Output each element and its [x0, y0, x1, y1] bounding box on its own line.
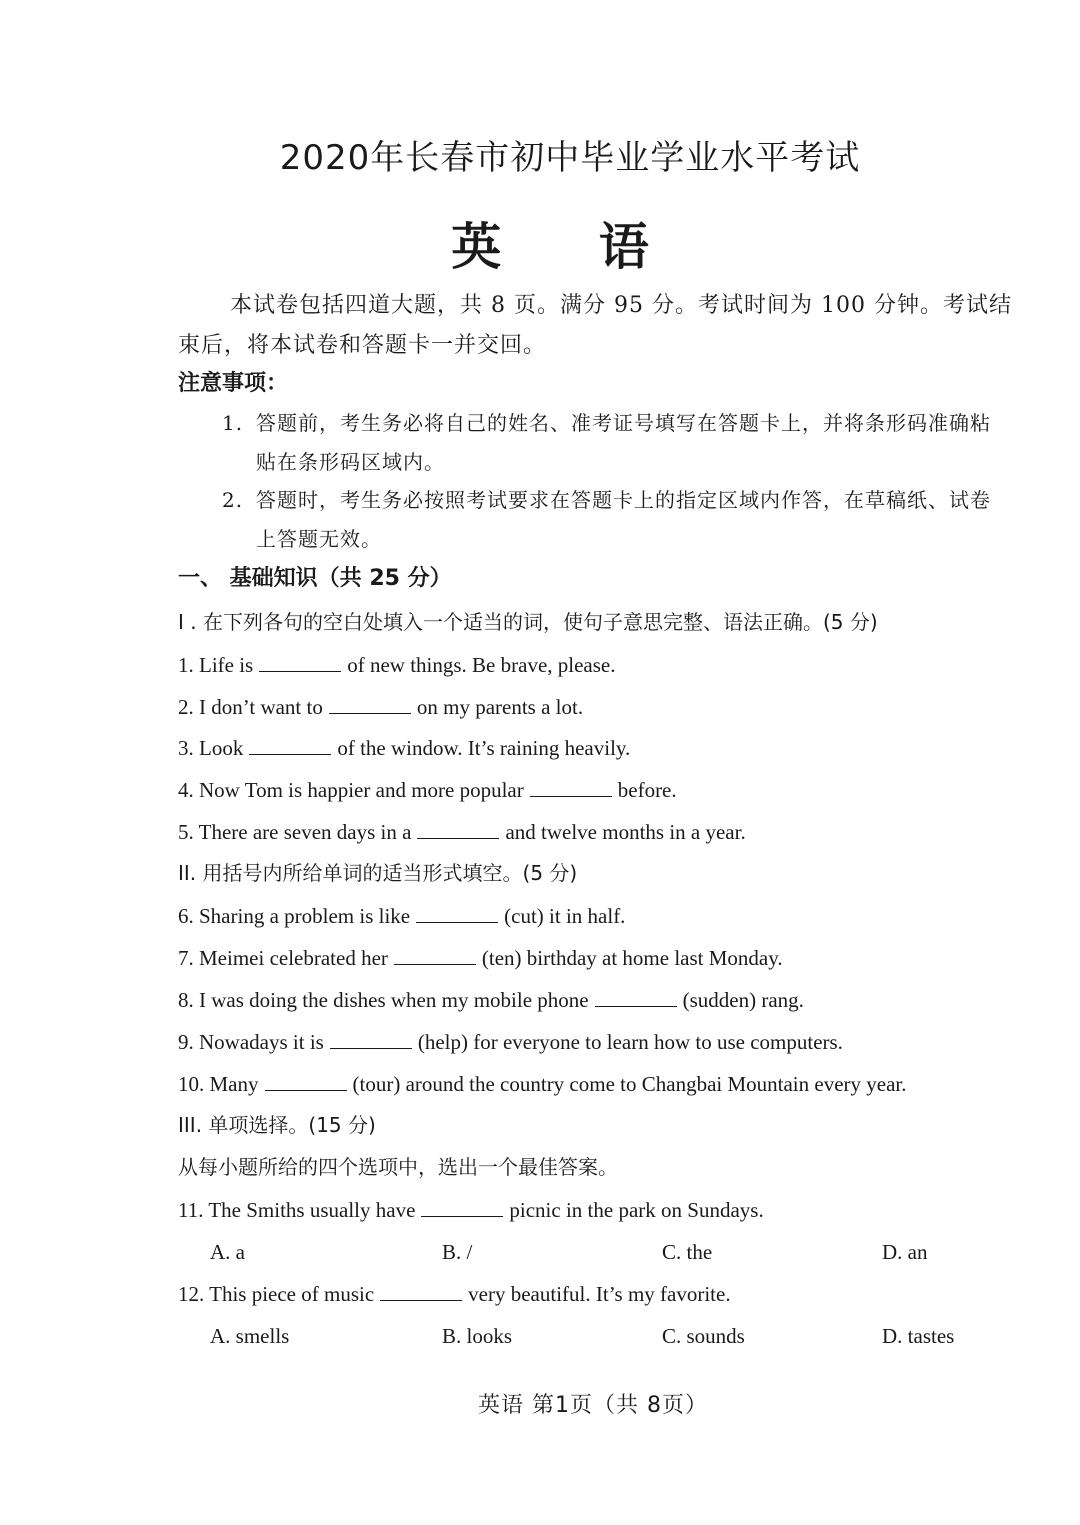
- notice-item-2: [222, 481, 1022, 559]
- option-b: B. /: [442, 1240, 473, 1264]
- answer-blank: [394, 946, 476, 965]
- option-b: B. looks: [442, 1324, 513, 1348]
- option-d: D. an: [882, 1240, 928, 1264]
- part-iii-heading: III. 单项选择。(15 分): [178, 1113, 376, 1137]
- question-8: [178, 985, 804, 1015]
- question-text: 9. Nowadays it is: [178, 1030, 324, 1054]
- exam-title: 2020年长春市初中毕业学业水平考试: [279, 138, 861, 178]
- question-4: [178, 775, 677, 805]
- question-text: 11. The Smiths usually have: [178, 1198, 416, 1222]
- question-text: (ten) birthday at home last Monday.: [481, 946, 783, 970]
- question-text: (sudden) rang.: [682, 988, 804, 1012]
- part-i-heading: I . 在下列各句的空白处填入一个适当的词，使句子意思完整、语法正确。(5 分): [178, 610, 878, 634]
- question-text: 12. This piece of music: [178, 1282, 375, 1306]
- question-text: (cut) it in half.: [504, 904, 626, 928]
- question-text: of the window. It’s raining heavily.: [337, 736, 631, 760]
- question-text: 1. Life is: [178, 653, 254, 677]
- answer-blank: [249, 736, 331, 755]
- question-7: [178, 943, 783, 973]
- question-text: (tour) around the country come to Changbai Mountain every year.: [352, 1072, 907, 1096]
- intro-paragraph: 本试卷包括四道大题，共 8 页。满分 95 分。考试时间为 100 分钟。考试结束后，将本试卷和答题卡一并交回。: [178, 293, 1012, 358]
- question-text: on my parents a lot.: [416, 695, 584, 719]
- answer-blank: [380, 1282, 462, 1301]
- question-text: of new things. Be brave, please.: [347, 653, 616, 677]
- question-text: 3. Look: [178, 736, 244, 760]
- notice-item-text: 答题前，考生务必将自己的姓名、准考证号填写在答题卡上，并将条形码准确粘: [256, 411, 991, 435]
- option-c: C. sounds: [662, 1324, 745, 1348]
- question-text: picnic in the park on Sundays.: [509, 1198, 764, 1222]
- page-footer: 英语 第1页（共 8页）: [478, 1393, 708, 1418]
- question-text: 5. There are seven days in a: [178, 820, 412, 844]
- answer-blank: [595, 988, 677, 1007]
- question-10: [178, 1069, 907, 1099]
- notice-item-1: [222, 404, 1022, 482]
- answer-blank: [330, 1030, 412, 1049]
- answer-blank: [416, 904, 498, 923]
- question-text: and twelve months in a year.: [505, 820, 746, 844]
- answer-blank: [530, 778, 612, 797]
- question-9: [178, 1027, 843, 1057]
- question-12: [178, 1279, 731, 1309]
- question-text: 2. I don’t want to: [178, 695, 323, 719]
- question-6: [178, 901, 625, 931]
- question-1: [178, 650, 616, 680]
- answer-blank: [265, 1072, 347, 1091]
- answer-blank: [259, 653, 341, 672]
- question-text: 4. Now Tom is happier and more popular: [178, 778, 524, 802]
- answer-blank: [417, 820, 499, 839]
- notice-heading: 注意事项：: [178, 371, 289, 396]
- notice-item-text: 答题时，考生务必按照考试要求在答题卡上的指定区域内作答，在草稿纸、试卷: [256, 488, 991, 512]
- section-heading: 一、 基础知识（共 25 分）: [178, 566, 452, 591]
- part-iii-instruction: 从每小题所给的四个选项中，选出一个最佳答案。: [178, 1155, 618, 1179]
- question-11: [178, 1195, 764, 1225]
- notice-item-text-cont: 贴在条形码区域内。: [256, 450, 445, 474]
- question-text: (help) for everyone to learn how to use computers.: [417, 1030, 843, 1054]
- question-text: very beautiful. It’s my favorite.: [468, 1282, 731, 1306]
- question-text: 8. I was doing the dishes when my mobile phone: [178, 988, 589, 1012]
- question-5: [178, 817, 746, 847]
- question-2: [178, 692, 583, 722]
- option-d: D. tastes: [882, 1324, 955, 1348]
- question-text: 6. Sharing a problem is like: [178, 904, 411, 928]
- option-a: A. smells: [210, 1324, 290, 1348]
- notice-item-number: 2.: [222, 488, 244, 512]
- part-ii-heading: II. 用括号内所给单词的适当形式填空。(5 分): [178, 861, 578, 885]
- notice-item-text-cont: 上答题无效。: [256, 527, 382, 551]
- question-text: 7. Meimei celebrated her: [178, 946, 388, 970]
- question-text: before.: [617, 778, 677, 802]
- subject-title: 英 语: [451, 218, 689, 276]
- answer-blank: [329, 695, 411, 714]
- option-a: A. a: [210, 1240, 245, 1264]
- question-3: [178, 733, 630, 763]
- option-c: C. the: [662, 1240, 713, 1264]
- answer-blank: [421, 1198, 503, 1217]
- notice-item-number: 1.: [222, 411, 244, 435]
- question-text: 10. Many: [178, 1072, 259, 1096]
